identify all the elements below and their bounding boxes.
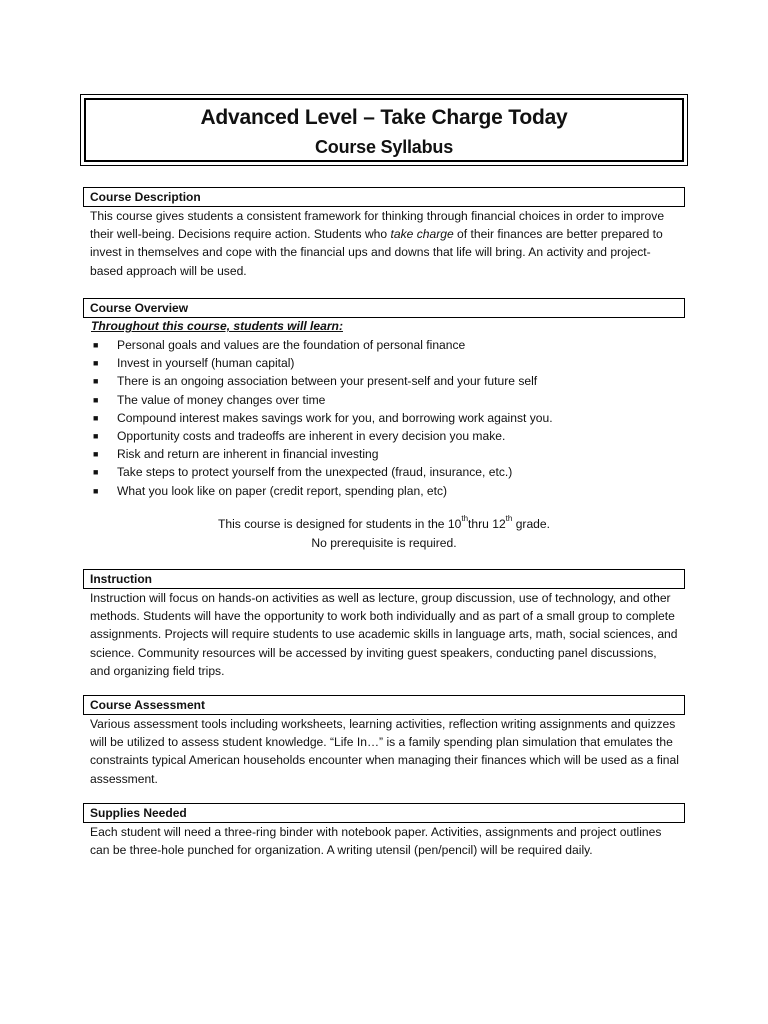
page-title: Advanced Level – Take Charge Today — [200, 106, 568, 129]
bullet-icon: ■ — [93, 340, 99, 350]
list-item: ■ What you look like on paper (credit report, spending plan, etc) — [91, 482, 553, 500]
bullet-icon: ■ — [93, 449, 99, 460]
bullet-icon: ■ — [93, 485, 99, 496]
bullet-icon: ■ — [93, 467, 99, 478]
section-heading-course-assessment: Course Assessment — [83, 695, 685, 715]
course-description-text: This course gives students a consistent framework for thinking through financial choices in order to improve their well-being. Decisions require action. Students who take charge of their finances are better prepared to invest in themselves and cope with the financial ups and downs that life will bring. An activity and project-based approach will be used. — [90, 209, 665, 278]
course-assessment-text: Various assessment tools including worksheets, learning activities, reflection writing assignments and quizzes will be utilized to assess student knowledge. “Life In…” is a family spending plan simulation that emulates the constraints typical American households encounter when managing their finances which will be used as a final assessment. — [90, 717, 679, 786]
bullet-icon: ■ — [93, 431, 99, 442]
list-item: ■ Risk and return are inherent in financial investing — [91, 445, 553, 463]
list-item: ■ Compound interest makes savings work for you, and borrowing work against you. — [91, 409, 553, 427]
title-box — [80, 94, 688, 166]
overview-intro: Throughout this course, students will learn: — [91, 319, 343, 333]
section-heading-course-description: Course Description — [83, 187, 685, 207]
take-charge-emphasis: take charge — [390, 227, 454, 242]
page-subtitle: Course Syllabus — [314, 137, 454, 157]
grade-note: This course is designed for students in the 10ththru 12th grade. — [217, 514, 550, 531]
list-item: ■ There is an ongoing association between your present-self and your future self — [91, 372, 553, 390]
bullet-icon: ■ — [93, 358, 99, 369]
section-heading-course-overview: Course Overview — [83, 298, 685, 318]
list-item: ■ Invest in yourself (human capital) — [91, 354, 553, 372]
prerequisite-note: No prerequisite is required. — [311, 536, 457, 550]
section-heading-supplies-needed: Supplies Needed — [83, 803, 685, 823]
list-item: ■ Opportunity costs and tradeoffs are inherent in every decision you make. — [91, 427, 553, 445]
list-item: ■ Personal goals and values are the foundation of personal finance — [91, 336, 553, 354]
bullet-icon: ■ — [93, 394, 99, 405]
list-item: ■ The value of money changes over time — [91, 391, 553, 409]
instruction-text: Instruction will focus on hands-on activities as well as lecture, group discussion, use of technology, and other methods. Students will have the opportunity to work both individually and as part of a small group to complete assignments. Projects will require students to use academic skills in language arts, math, social sciences, and science. Community resources will be accessed by inviting guest speakers, conducting panel discussions, and organizing field trips. — [90, 591, 678, 678]
bullet-icon: ■ — [93, 412, 99, 423]
section-heading-instruction: Instruction — [83, 569, 685, 589]
overview-bullet-list — [91, 336, 553, 500]
title-box-inner-border — [84, 98, 684, 162]
bullet-icon: ■ — [93, 376, 99, 387]
list-item: ■ Take steps to protect yourself from the unexpected (fraud, insurance, etc.) — [91, 463, 553, 481]
supplies-needed-text: Each student will need a three-ring binder with notebook paper. Activities, assignments and project outlines can be three-hole punched for organization. A writing utensil (pen/pencil) will be required daily. — [90, 825, 662, 858]
